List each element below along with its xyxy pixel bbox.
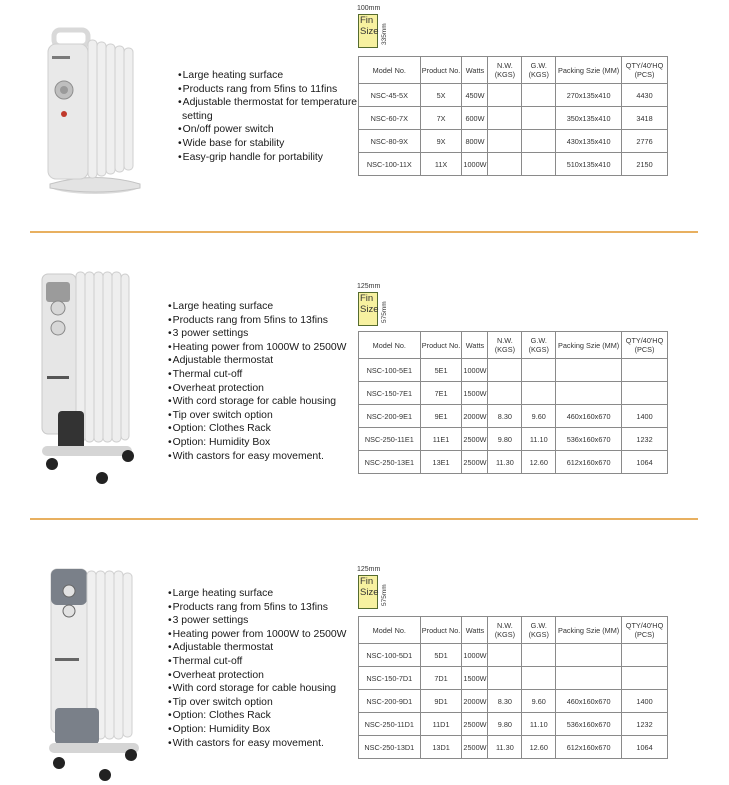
cell: 612x160x670 <box>556 451 622 474</box>
cell: 13E1 <box>420 451 462 474</box>
cell: NSC-150-7E1 <box>359 382 421 405</box>
cell: NSC-250-11E1 <box>359 428 421 451</box>
feature-item: • Wide base for stability <box>178 137 357 151</box>
cell: 7E1 <box>420 382 462 405</box>
section-divider-2 <box>30 518 698 520</box>
cell: 9E1 <box>420 405 462 428</box>
cell: 11D1 <box>420 713 462 736</box>
header-gw: G.W. (KGS) <box>522 57 556 84</box>
cell <box>522 84 556 107</box>
cell: 9.80 <box>488 713 522 736</box>
cell: 460x160x670 <box>556 690 622 713</box>
fin-height-label: 335mm <box>381 23 388 45</box>
cell: 1000W <box>462 644 488 667</box>
header-packing: Packing Szie (MM) <box>556 617 622 644</box>
cell: 11.30 <box>488 736 522 759</box>
feature-item: • Tip over switch option <box>168 696 346 710</box>
cell: NSC-45-5X <box>359 84 421 107</box>
cell: 612x160x670 <box>556 736 622 759</box>
cell: 2500W <box>462 428 488 451</box>
cell: 510x135x410 <box>556 153 622 176</box>
feature-list-3 <box>168 587 346 750</box>
cell <box>522 107 556 130</box>
cell: 2000W <box>462 405 488 428</box>
fin-box <box>358 292 378 326</box>
spec-table-2 <box>358 331 668 474</box>
cell: 800W <box>462 130 488 153</box>
cell: 7X <box>420 107 462 130</box>
cell: 1000W <box>462 359 488 382</box>
oil-heater-image-3 <box>45 563 145 785</box>
header-packing: Packing Szie (MM) <box>556 57 622 84</box>
cell <box>556 382 622 405</box>
cell: 11X <box>420 153 462 176</box>
fin-height-label: 575mm <box>381 301 388 323</box>
feature-list-2 <box>168 300 346 463</box>
feature-item: • Products rang from 5fins to 13fins <box>168 314 346 328</box>
cell: 2500W <box>462 451 488 474</box>
feature-item: • Heating power from 1000W to 2500W <box>168 628 346 642</box>
cell: 1400 <box>622 405 668 428</box>
cell: 270x135x410 <box>556 84 622 107</box>
cell: 2150 <box>622 153 668 176</box>
cell: 4430 <box>622 84 668 107</box>
feature-continuation: setting <box>182 110 213 122</box>
cell: NSC-100-5D1 <box>359 644 421 667</box>
cell: 1500W <box>462 382 488 405</box>
cell: 11.30 <box>488 451 522 474</box>
cell: 13D1 <box>420 736 462 759</box>
cell: 3418 <box>622 107 668 130</box>
cell <box>488 84 522 107</box>
fin-width-label: 100mm <box>357 5 381 12</box>
header-product: Product No. <box>420 332 462 359</box>
section-divider-1 <box>30 231 698 233</box>
header-nw: N.W. (KGS) <box>488 617 522 644</box>
cell: 1400 <box>622 690 668 713</box>
cell <box>522 130 556 153</box>
fin-label: Fin <box>360 576 374 587</box>
table-row <box>359 451 668 474</box>
cell: 460x160x670 <box>556 405 622 428</box>
table-row <box>359 382 668 405</box>
feature-item <box>178 110 357 124</box>
cell <box>488 382 522 405</box>
cell: 2776 <box>622 130 668 153</box>
cell: 11.10 <box>522 713 556 736</box>
fin-label: Fin <box>360 15 374 26</box>
cell: 9.60 <box>522 405 556 428</box>
header-model: Model No. <box>359 617 421 644</box>
fin-width-label: 125mm <box>357 283 381 290</box>
feature-item: • Products rang from 5fins to 13fins <box>168 601 346 615</box>
size-label: Size <box>360 304 379 315</box>
feature-item: • 3 power settings <box>168 327 346 341</box>
cell: 5E1 <box>420 359 462 382</box>
cell: 9X <box>420 130 462 153</box>
feature-item: • Overheat protection <box>168 382 346 396</box>
spec-table-3 <box>358 616 668 759</box>
cell: NSC-80-9X <box>359 130 421 153</box>
feature-item: • Large heating surface <box>168 300 346 314</box>
header-gw: G.W. (KGS) <box>522 332 556 359</box>
cell <box>556 644 622 667</box>
feature-item: • Tip over switch option <box>168 409 346 423</box>
fin-box <box>358 575 378 609</box>
cell: 450W <box>462 84 488 107</box>
fin-width-label: 125mm <box>357 566 381 573</box>
oil-heater-image-1 <box>40 26 150 196</box>
header-qty: QTY/40'HQ (PCS) <box>622 617 668 644</box>
cell: 5X <box>420 84 462 107</box>
header-watts: Watts <box>462 617 488 644</box>
header-nw: N.W. (KGS) <box>488 57 522 84</box>
header-gw: G.W. (KGS) <box>522 617 556 644</box>
feature-item: • Option: Clothes Rack <box>168 422 346 436</box>
header-qty: QTY/40'HQ (PCS) <box>622 57 668 84</box>
feature-item: • With castors for easy movement. <box>168 450 346 464</box>
cell <box>522 382 556 405</box>
table-row <box>359 84 668 107</box>
cell: 9D1 <box>420 690 462 713</box>
cell: 1232 <box>622 428 668 451</box>
feature-item: • Thermal cut-off <box>168 655 346 669</box>
feature-item: • With cord storage for cable housing <box>168 395 346 409</box>
cell: 2500W <box>462 713 488 736</box>
header-model: Model No. <box>359 57 421 84</box>
table-row <box>359 405 668 428</box>
fin-size-diagram-2 <box>357 283 397 328</box>
cell: 12.60 <box>522 451 556 474</box>
cell: 536x160x670 <box>556 428 622 451</box>
cell: 8.30 <box>488 405 522 428</box>
cell: NSC-100-5E1 <box>359 359 421 382</box>
cell: 8.30 <box>488 690 522 713</box>
header-nw: N.W. (KGS) <box>488 332 522 359</box>
cell: 9.60 <box>522 690 556 713</box>
feature-list-1 <box>178 69 357 164</box>
header-packing: Packing Szie (MM) <box>556 332 622 359</box>
cell: NSC-200-9D1 <box>359 690 421 713</box>
feature-item: • With cord storage for cable housing <box>168 682 346 696</box>
cell <box>522 153 556 176</box>
cell <box>488 667 522 690</box>
cell <box>488 153 522 176</box>
cell <box>488 359 522 382</box>
feature-item: • Adjustable thermostat <box>168 641 346 655</box>
feature-item: • With castors for easy movement. <box>168 737 346 751</box>
oil-heater-image-2 <box>38 266 138 488</box>
cell: NSC-250-11D1 <box>359 713 421 736</box>
cell: 5D1 <box>420 644 462 667</box>
feature-item: • Option: Humidity Box <box>168 723 346 737</box>
feature-item: • 3 power settings <box>168 614 346 628</box>
cell: NSC-200-9E1 <box>359 405 421 428</box>
cell <box>488 130 522 153</box>
cell: 2000W <box>462 690 488 713</box>
header-model: Model No. <box>359 332 421 359</box>
cell <box>556 667 622 690</box>
table-row <box>359 667 668 690</box>
cell: 430x135x410 <box>556 130 622 153</box>
cell <box>622 382 668 405</box>
table-row <box>359 130 668 153</box>
cell: 1000W <box>462 153 488 176</box>
cell <box>522 644 556 667</box>
cell <box>556 359 622 382</box>
spec-table-1 <box>358 56 668 176</box>
table-row <box>359 644 668 667</box>
feature-item: • Heating power from 1000W to 2500W <box>168 341 346 355</box>
cell <box>622 667 668 690</box>
cell: 1232 <box>622 713 668 736</box>
feature-item: • Option: Clothes Rack <box>168 709 346 723</box>
table-row <box>359 359 668 382</box>
cell <box>522 667 556 690</box>
cell: NSC-100-11X <box>359 153 421 176</box>
header-watts: Watts <box>462 332 488 359</box>
table-row <box>359 107 668 130</box>
fin-size-diagram-3 <box>357 566 397 611</box>
feature-item: • On/off power switch <box>178 123 357 137</box>
fin-height-label: 575mm <box>381 584 388 606</box>
header-watts: Watts <box>462 57 488 84</box>
cell: 9.80 <box>488 428 522 451</box>
cell <box>622 644 668 667</box>
feature-item: • Large heating surface <box>178 69 357 83</box>
cell: NSC-250-13D1 <box>359 736 421 759</box>
feature-item: • Thermal cut-off <box>168 368 346 382</box>
size-label: Size <box>360 587 379 598</box>
size-label: Size <box>360 26 379 37</box>
feature-item: • Option: Humidity Box <box>168 436 346 450</box>
cell <box>488 644 522 667</box>
cell <box>522 359 556 382</box>
cell: 7D1 <box>420 667 462 690</box>
cell: NSC-250-13E1 <box>359 451 421 474</box>
table-row <box>359 736 668 759</box>
feature-item: • Easy-grip handle for portability <box>178 151 357 165</box>
cell: 536x160x670 <box>556 713 622 736</box>
cell <box>488 107 522 130</box>
table-row <box>359 428 668 451</box>
table-row <box>359 153 668 176</box>
header-qty: QTY/40'HQ (PCS) <box>622 332 668 359</box>
cell: 350x135x410 <box>556 107 622 130</box>
cell: 1064 <box>622 736 668 759</box>
table-row <box>359 713 668 736</box>
cell: 11E1 <box>420 428 462 451</box>
header-product: Product No. <box>420 57 462 84</box>
cell: 1500W <box>462 667 488 690</box>
cell: 2500W <box>462 736 488 759</box>
cell: 1064 <box>622 451 668 474</box>
cell: 12.60 <box>522 736 556 759</box>
feature-item: • Adjustable thermostat for temperature <box>178 96 357 110</box>
fin-box <box>358 14 378 48</box>
cell <box>622 359 668 382</box>
header-product: Product No. <box>420 617 462 644</box>
cell: 600W <box>462 107 488 130</box>
table-row <box>359 690 668 713</box>
fin-size-diagram-1 <box>357 5 397 50</box>
cell: NSC-150-7D1 <box>359 667 421 690</box>
fin-label: Fin <box>360 293 374 304</box>
feature-item: • Large heating surface <box>168 587 346 601</box>
feature-item: • Overheat protection <box>168 669 346 683</box>
feature-item: • Adjustable thermostat <box>168 354 346 368</box>
feature-item: • Products rang from 5fins to 11fins <box>178 83 357 97</box>
cell: 11.10 <box>522 428 556 451</box>
cell: NSC-60-7X <box>359 107 421 130</box>
